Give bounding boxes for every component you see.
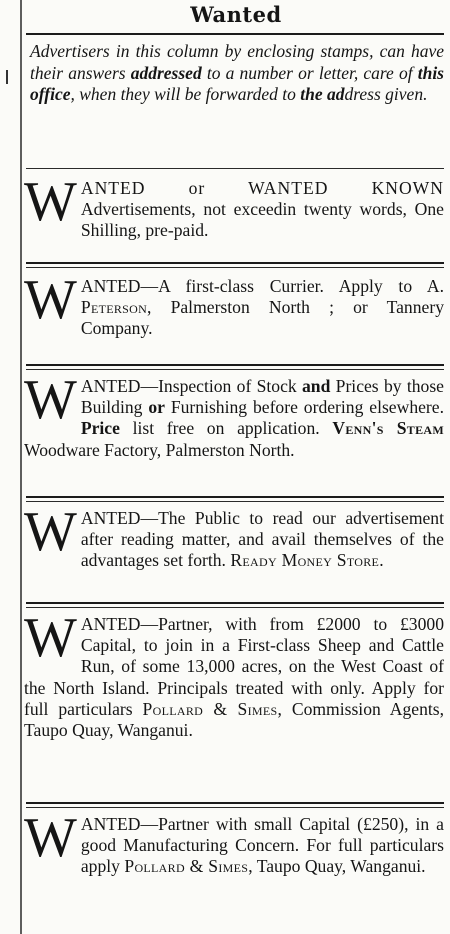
advertiser-name: Pollard & Simes bbox=[124, 856, 249, 877]
divider bbox=[26, 168, 444, 169]
advertiser-name: Peterson bbox=[80, 297, 148, 318]
advertiser-name: Pollard & Simes bbox=[142, 698, 278, 719]
divider bbox=[26, 262, 444, 268]
drop-cap: W bbox=[24, 369, 77, 431]
ad-heading: ANTED—Partner with small Capital bbox=[80, 814, 351, 834]
divider bbox=[26, 364, 444, 370]
ad-partner-sheep-run: WANTED—Partner, with from £2000 to £3000 Capital, to join in a First-class Sheep and Cattle Run, of some 13,000 acres, on the West Coast of the North Island. Principals treated with only. Apply for full particulars Pollard & Simes, Commission Agents, Taupo Quay, Wanganui. bbox=[24, 607, 444, 741]
column-margin-rule bbox=[20, 0, 22, 934]
ad-heading: ANTED—Partner, with from £2000 bbox=[80, 614, 361, 634]
ad-public-read: WANTED—The Public to read our advertisement after reading matter, and avail themselves of the advantages set forth. Ready Money Store. bbox=[24, 501, 444, 571]
ad-partner-manufacturing: WANTED—Partner with small Capital (£250), in a good Manufacturing Concern. For full particulars apply Pollard & Simes, Taupo Quay, Wanganui. bbox=[24, 807, 444, 877]
ad-heading: ANTED—A first-class Currier. bbox=[80, 276, 324, 296]
advertiser-name: Ready Money Store. bbox=[230, 550, 384, 571]
divider bbox=[26, 802, 444, 808]
title-rule bbox=[26, 33, 444, 35]
drop-cap: W bbox=[24, 607, 77, 669]
margin-mark bbox=[6, 70, 8, 84]
drop-cap: W bbox=[24, 501, 77, 563]
divider bbox=[26, 496, 444, 502]
drop-cap: W bbox=[24, 807, 77, 869]
advertiser-name: Venn's Steam bbox=[332, 418, 444, 439]
advertiser-notice: Advertisers in this column by enclosing stamps, can have their answers addressed to a number or letter, care of this office, when they will be forwarded to the address given. bbox=[30, 41, 444, 104]
divider bbox=[26, 602, 444, 608]
ad-heading: ANTED—The Public to read our bbox=[80, 508, 336, 528]
drop-cap: W bbox=[24, 171, 77, 233]
ad-inspection-of-stock: WANTED—Inspection of Stock and Prices by those Building or Furnishing before ordering elsewhere. Price list free on application. Venn's Steam Woodware Factory, Palmerston North. bbox=[24, 369, 444, 460]
ad-heading: ANTED or WANTED KNOWN bbox=[80, 178, 444, 198]
section-title: Wanted bbox=[190, 2, 282, 27]
ad-currier: WANTED—A first-class Currier. Apply to A. Peterson, Palmerston North ; or Tannery Company. bbox=[24, 269, 444, 339]
drop-cap: W bbox=[24, 269, 77, 331]
ad-heading: ANTED—Inspection of Stock bbox=[80, 376, 297, 396]
ad-wanted-known bbox=[24, 171, 444, 242]
ad-body: Advertisements, not exceedin twenty words, One Shilling, pre-paid. bbox=[80, 199, 444, 241]
